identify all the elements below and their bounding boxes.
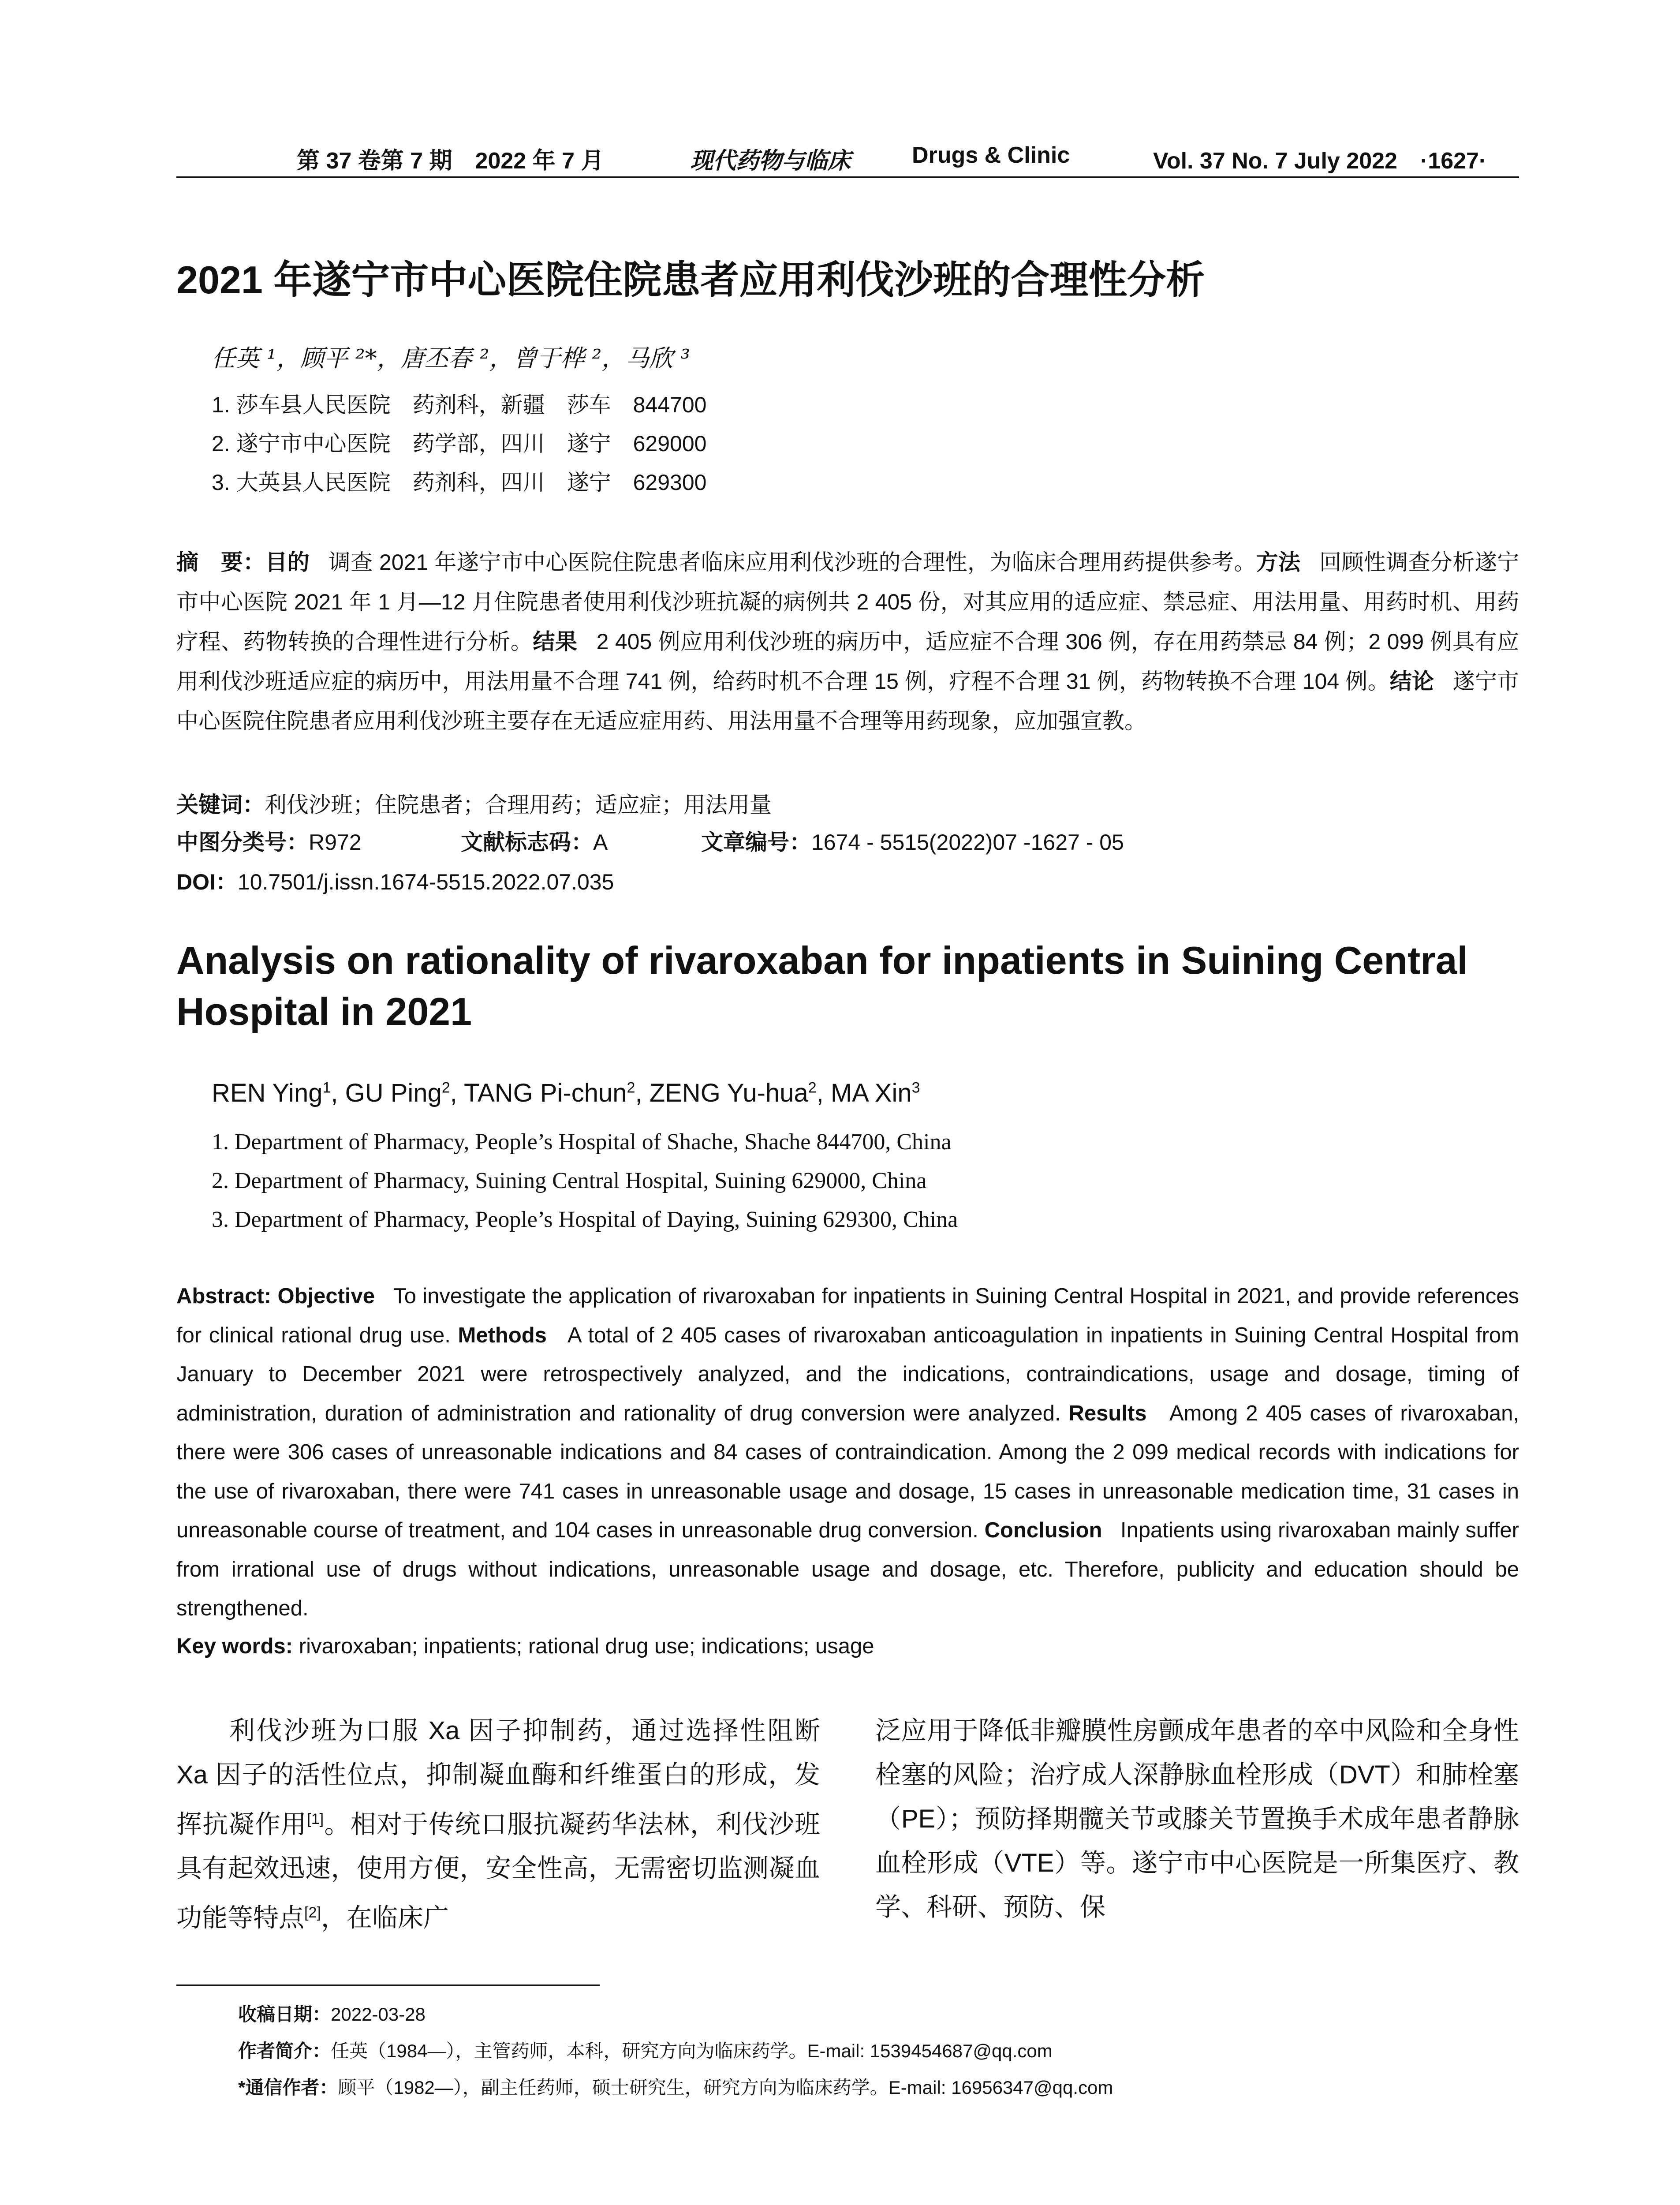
corresponding-author: 顾平（1982—），副主任药师，硕士研究生，研究方向为临床药学。E-mail: 16956347@qq.com: [338, 2077, 1113, 2098]
results-en: Among 2 405 cases of rivaroxaban, there were 306 cases of unreasonable indications and 84 cases of contraindication. Among the 2 099 medical records with indications for the use of rivaroxaban, there were 741 cases in unreasonable usage and dosage, 15 cases in unreasonable medication time, 31 cases in unreasonable course of treatment, and 104 cases in unreasonable drug conversion.: [176, 1401, 1519, 1542]
author-en-5-affil: 3: [911, 1079, 920, 1096]
author-en-2: GU Ping: [345, 1079, 442, 1107]
objective-cn-label: 目的: [265, 550, 310, 575]
results-cn: 2 405 例应用利伐沙班的病历中，适应症不合理 306 例，存在用药禁忌 84 例；2 099 例具有应用利伐沙班适应症的病历中，用法用量不合理 741 例，给药时机不合理 15 例，疗程不合理 31 例，药物转换不合理 104 例。: [176, 629, 1519, 694]
citation-2[interactable]: [2]: [304, 1904, 321, 1921]
footnote-corresponding: [238, 2073, 1113, 2100]
body-column-right: [875, 1709, 1519, 1929]
received-label: 收稿日期：: [238, 2004, 331, 2025]
conclusion-cn: 遂宁市中心医院住院患者应用利伐沙班主要存在无适应症用药、用法用量不合理等用药现象，应加强宣教。: [176, 669, 1519, 733]
paper-title-en: Analysis on rationality of rivaroxaban for inpatients in Suining Central Hospital in 2021: [176, 938, 1468, 1033]
results-en-label: Results: [1068, 1401, 1147, 1425]
keywords-cn-value: 利伐沙班；住院患者；合理用药；适应症；用法用量: [265, 792, 772, 817]
article-number-value: 1674 - 5515(2022)07 -1627 - 05: [811, 830, 1124, 855]
methods-en: A total of 2 405 cases of rivaroxaban anticoagulation in inpatients in Suining Central Hospital from January to December 2021 were retrospectively analyzed, and the indications, contraindications, usage and dosage, timing of administration, duration of administration and rationality of drug conversion were analyzed.: [176, 1323, 1519, 1425]
methods-en-label: Methods: [458, 1323, 547, 1347]
author-en-3-affil: 2: [627, 1079, 635, 1096]
header-journal-en: Drugs & Clinic: [912, 142, 1070, 168]
author-bio: 任英（1984—），主管药师，本科，研究方向为临床药学。E-mail: 1539454687@qq.com: [331, 2041, 1053, 2061]
objective-en: To investigate the application of rivaroxaban for inpatients in Suining Central Hospital in 2021, and provide references for clinical rational drug use.: [176, 1284, 1519, 1347]
abstract-en: [176, 1277, 1519, 1628]
methods-cn: 回顾性调查分析遂宁市中心医院 2021 年 1 月—12 月住院患者使用利伐沙班抗凝的病例共 2 405 份，对其应用的适应症、禁忌症、用法用量、用药时机、用药疗程、药物转换的合理性进行分析。: [176, 550, 1519, 654]
corresponding-label: *通信作者：: [238, 2077, 338, 2098]
citation-1[interactable]: [1]: [307, 1811, 324, 1828]
received-date: 2022-03-28: [331, 2004, 426, 2025]
footnote-divider: [176, 1984, 600, 1986]
keywords-cn: [176, 787, 772, 819]
author-en-2-affil: 2: [441, 1079, 450, 1096]
header-journal-cn: 现代药物与临床: [690, 147, 851, 174]
body-right-text: 泛应用于降低非瓣膜性房颤成年患者的卒中风险和全身性栓塞的风险；治疗成人深静脉血栓形成（DVT）和肺栓塞（PE）；预防择期髋关节或膝关节置换手术成年患者静脉血栓形成（VTE）等。遂宁市中心医院是一所集医疗、教学、科研、预防、保: [875, 1716, 1519, 1921]
header-volume-cn: 第 37 卷第 7 期 2022 年 7 月: [297, 148, 604, 174]
doi-label: DOI：: [176, 870, 238, 894]
doi-value[interactable]: 10.7501/j.issn.1674-5515.2022.07.035: [237, 870, 614, 894]
methods-cn-label: 方法: [1256, 550, 1301, 575]
article-number-label: 文章编号：: [701, 830, 811, 855]
running-header: [176, 140, 1519, 178]
affiliation-cn-1: 1. 莎车县人民医院 药剂科，新疆 莎车 844700: [212, 392, 707, 417]
doi-line: [176, 864, 614, 896]
abstract-cn: [176, 542, 1519, 741]
author-bio-label: 作者简介：: [238, 2041, 331, 2061]
clc-label: 中图分类号：: [176, 830, 309, 855]
conclusion-cn-label: 结论: [1389, 669, 1434, 694]
objective-cn: 调查 2021 年遂宁市中心医院住院患者临床应用利伐沙班的合理性，为临床合理用药提供参考。: [328, 550, 1256, 575]
results-cn-label: 结果: [533, 629, 578, 654]
classification-line: [176, 825, 362, 856]
affiliation-en-2: 2. Department of Pharmacy, Suining Central Hospital, Suining 629000, China: [212, 1168, 927, 1193]
authors-cn: 任英 ¹，顾平 ²*，唐丕春 ²，曾于桦 ²，马欣 ³: [212, 344, 691, 372]
footnote-author: [238, 2037, 1053, 2063]
conclusion-en-label: Conclusion: [984, 1518, 1102, 1542]
body-left-text-2: 。相对于传统口服抗凝药华法林，利伐沙班具有起效迅速，使用方便，安全性高，无需密切监测凝血功能等特点: [176, 1810, 820, 1932]
keywords-en-label: Key words:: [176, 1634, 293, 1658]
affiliation-en-1: 1. Department of Pharmacy, People’s Hospital of Shache, Shache 844700, China: [212, 1129, 952, 1155]
article-number: [701, 825, 1124, 856]
header-volume-en: Vol. 37 No. 7 July 2022 ·1627·: [1153, 148, 1487, 174]
authors-en: REN Ying$^1$, GU Ping$^2$, TANG Pi-chun$^2$, ZENG Yu-hua$^2$, MA Xin$^3$: [212, 1079, 920, 1107]
conclusion-en: Inpatients using rivaroxaban mainly suffer from irrational use of drugs without indications, unreasonable usage and dosage, etc. Therefore, publicity and education should be strengthened.: [176, 1518, 1519, 1620]
body-column-left: [176, 1709, 820, 1940]
keywords-en-value: rivaroxaban; inpatients; rational drug use; indications; usage: [299, 1634, 874, 1658]
doc-code-label: 文献标志码：: [461, 830, 593, 855]
abstract-cn-label: 摘 要：: [176, 550, 265, 575]
author-en-4-affil: 2: [808, 1079, 817, 1096]
affiliation-cn-2: 2. 遂宁市中心医院 药学部，四川 遂宁 629000: [212, 431, 707, 456]
keywords-en: [176, 1634, 874, 1659]
author-en-4: ZENG Yu-hua: [649, 1079, 808, 1107]
affiliation-en-3: 3. Department of Pharmacy, People’s Hospital of Daying, Suining 629300, China: [212, 1207, 958, 1232]
doc-code: [461, 825, 608, 856]
affiliation-cn-3: 3. 大英县人民医院 药剂科，四川 遂宁 629300: [212, 470, 707, 495]
body-left-text-1: 利伐沙班为口服 Xa 因子抑制药，通过选择性阻断 Xa 因子的活性位点，抑制凝血酶和纤维蛋白的形成，发挥抗凝作用: [176, 1716, 820, 1839]
abstract-en-label: Abstract:: [176, 1284, 272, 1308]
doc-code-value: A: [593, 830, 608, 855]
author-en-5: MA Xin: [830, 1079, 912, 1107]
keywords-cn-label: 关键词：: [176, 792, 265, 817]
footnote-received: [238, 2000, 426, 2026]
objective-en-label: Objective: [277, 1284, 375, 1308]
author-en-3: TANG Pi-chun: [463, 1079, 627, 1107]
author-en-1: REN Ying: [212, 1079, 323, 1107]
body-left-text-3: ，在临床广: [321, 1903, 449, 1932]
author-en-1-affil: 1: [322, 1079, 331, 1096]
clc-value: R972: [309, 830, 362, 855]
paper-title-cn: 2021 年遂宁市中心医院住院患者应用利伐沙班的合理性分析: [176, 258, 1205, 302]
